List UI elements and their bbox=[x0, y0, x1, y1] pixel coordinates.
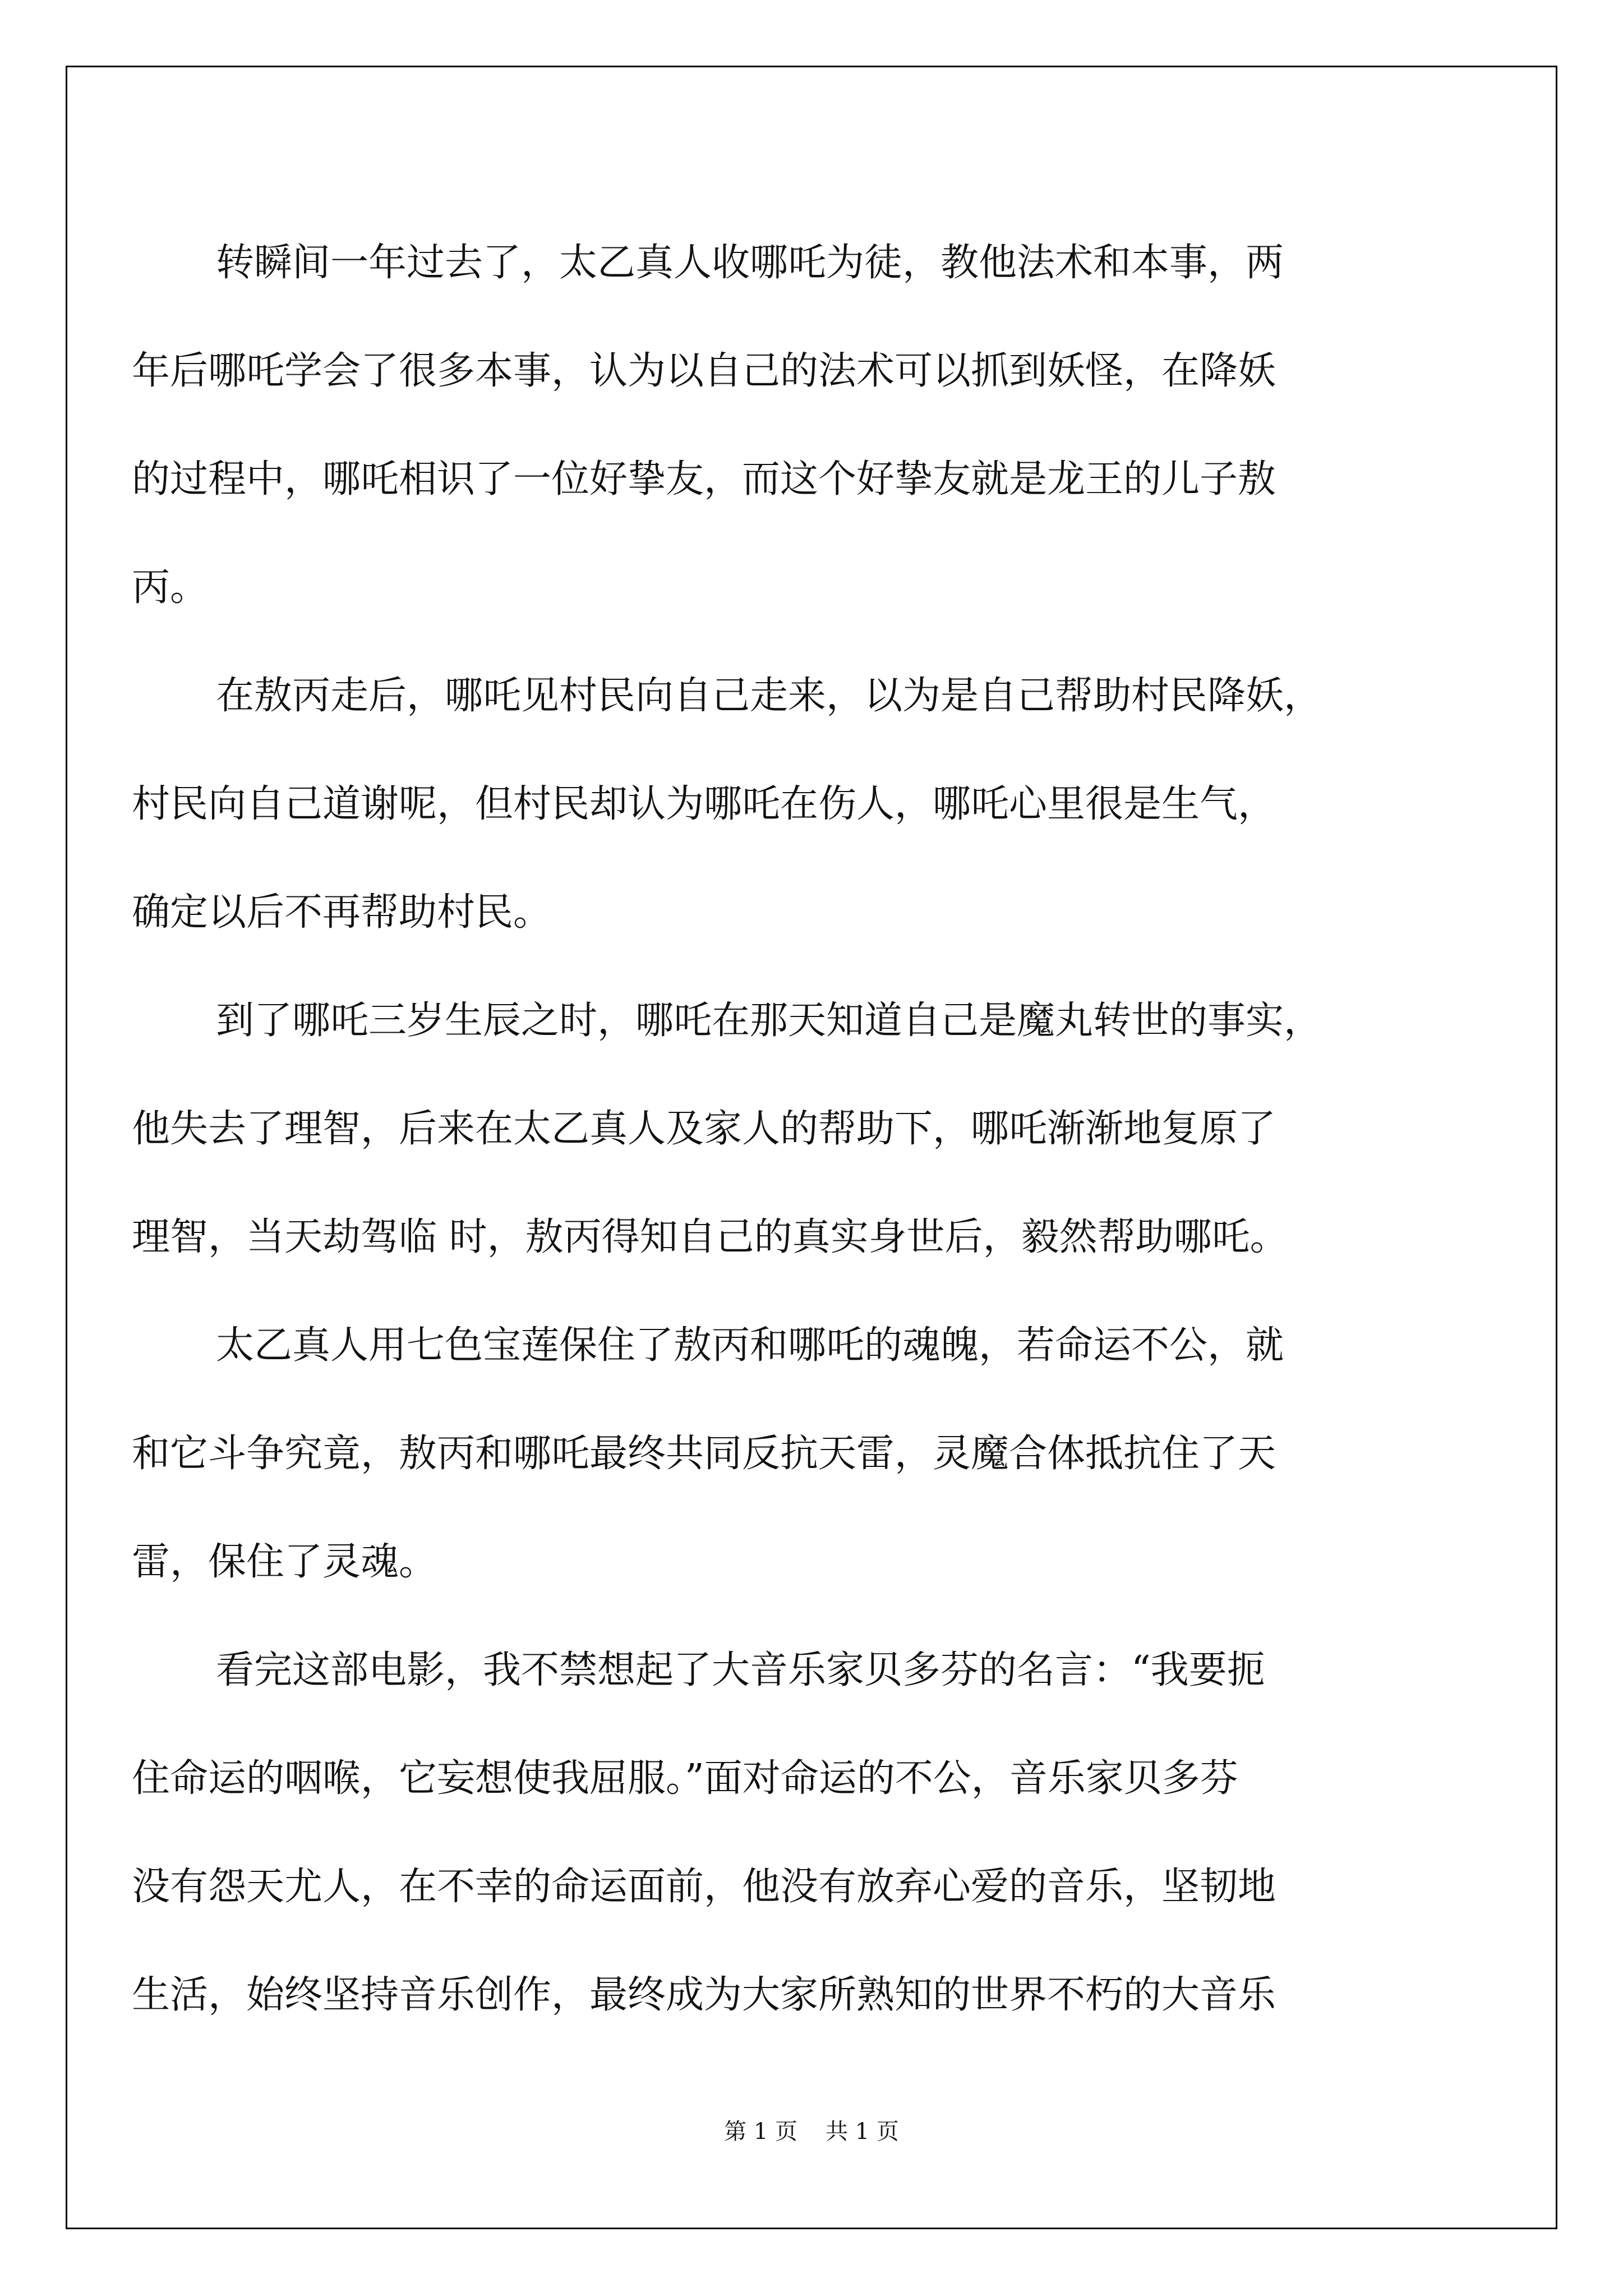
text-line: 住命运的咽喉，它妄想使我屈服。”面对命运的不公，音乐家贝多芬 bbox=[132, 1756, 1238, 1801]
text-line: 的过程中，哪吒相识了一位好挚友，而这个好挚友就是龙王的儿子敖 bbox=[132, 457, 1276, 501]
text-line: 太乙真人用七色宝莲保住了敖丙和哪吒的魂魄，若命运不公，就 bbox=[216, 1323, 1284, 1368]
text-line: 丙。 bbox=[132, 565, 209, 610]
text-line: 雷，保住了灵魂。 bbox=[132, 1540, 437, 1584]
text-line: 理智，当天劫驾临 时，敖丙得知自己的真实身世后，毅然帮助哪吒。 bbox=[132, 1215, 1288, 1259]
text-line: 村民向自己道谢呢，但村民却认为哪吒在伤人，哪吒心里很是生气， bbox=[132, 782, 1276, 826]
page-total: 共 1 页 bbox=[826, 2119, 899, 2145]
text-line: 看完这部电影，我不禁想起了大音乐家贝多芬的名言：“我要扼 bbox=[216, 1648, 1265, 1692]
text-line: 生活，始终坚持音乐创作，最终成为大家所熟知的世界不朽的大音乐 bbox=[132, 1973, 1276, 2017]
document-body bbox=[132, 209, 1427, 2049]
text-line: 和它斗争究竟，敖丙和哪吒最终共同反抗天雷，灵魔合体抵抗住了天 bbox=[132, 1432, 1276, 1476]
page-number: 第 1 页 bbox=[724, 2119, 797, 2145]
text-line: 年后哪吒学会了很多本事，认为以自己的法术可以抓到妖怪，在降妖 bbox=[132, 349, 1276, 393]
text-line: 他失去了理智，后来在太乙真人及家人的帮助下，哪吒渐渐地复原了 bbox=[132, 1107, 1276, 1151]
text-line: 确定以后不再帮助村民。 bbox=[132, 890, 552, 935]
text-line: 转瞬间一年过去了，太乙真人收哪吒为徒，教他法术和本事，两 bbox=[216, 241, 1284, 285]
text-line: 到了哪吒三岁生辰之时，哪吒在那天知道自己是魔丸转世的事实， bbox=[216, 999, 1322, 1043]
page-footer bbox=[0, 2114, 1623, 2146]
text-line: 在敖丙走后，哪吒见村民向自己走来，以为是自己帮助村民降妖， bbox=[216, 674, 1322, 718]
text-line: 没有怨天尤人，在不幸的命运面前，他没有放弃心爱的音乐，坚韧地 bbox=[132, 1865, 1276, 1909]
